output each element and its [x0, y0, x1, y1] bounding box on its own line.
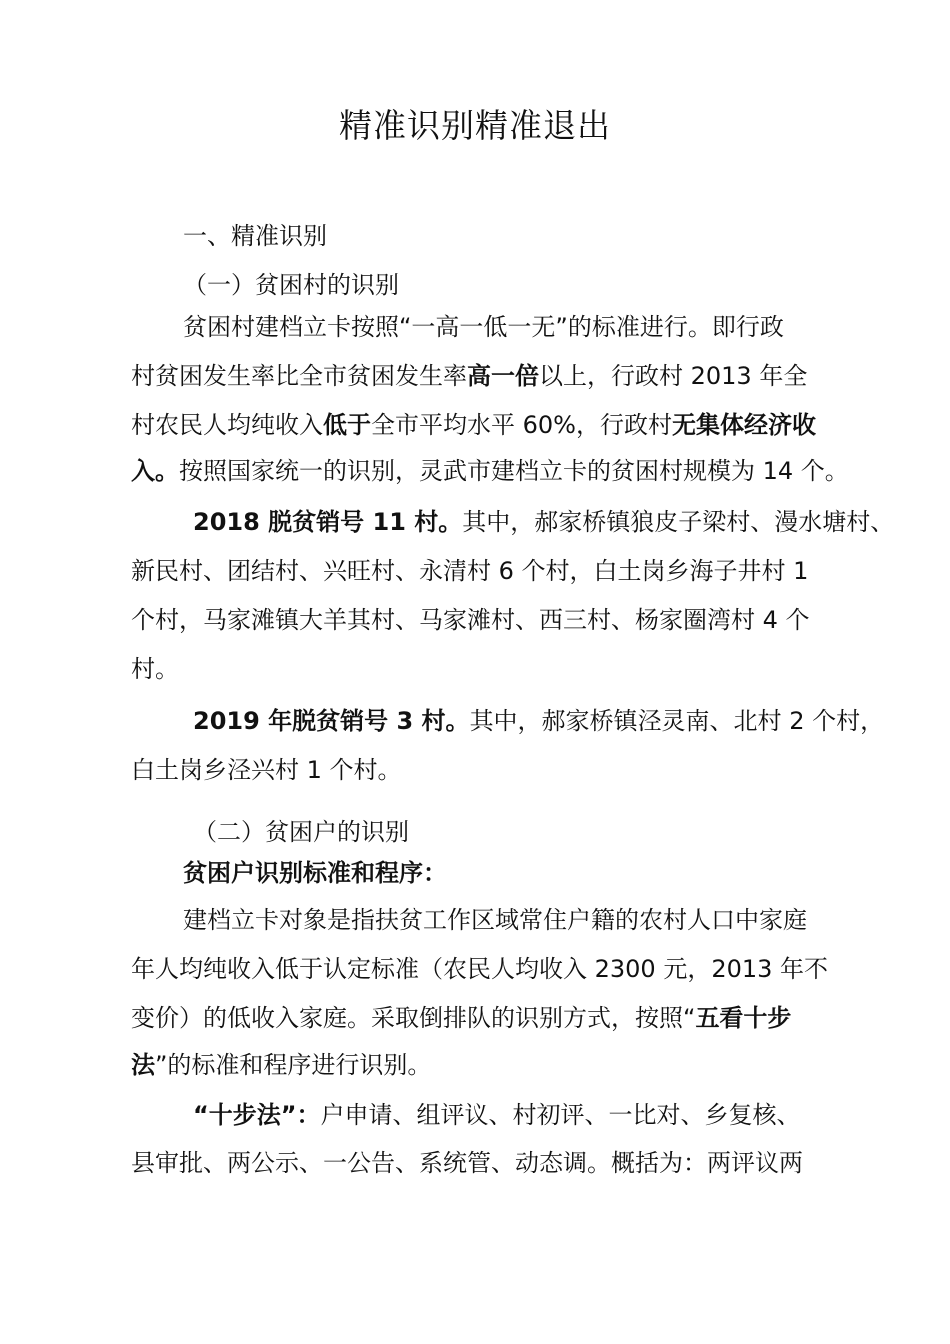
- paragraph-line: [193, 1098, 801, 1132]
- page-title: 精准识别精准退出: [339, 106, 611, 145]
- paragraph-line: 年人均纯收入低于认定标准（农民人均收入 2300 元，2013 年不: [131, 955, 829, 983]
- subsection-heading: （一）贫困村的识别: [183, 271, 399, 299]
- bold-run: 五看十步: [695, 1004, 792, 1032]
- paragraph-line: 县审批、两公示、一公告、系统管、动态调。概括为：两评议两: [131, 1149, 803, 1177]
- bold-run: 法: [131, 1051, 155, 1079]
- paragraph-line: 建档立卡对象是指扶贫工作区域常住户籍的农村人口中家庭: [183, 906, 807, 934]
- bold-run: 2018 脱贫销号 11 村。: [193, 508, 463, 536]
- paragraph-line: [131, 454, 849, 488]
- bold-run: 无集体经济收: [671, 411, 816, 439]
- paragraph-line: 新民村、团结村、兴旺村、永清村 6 个村，白土岗乡海子井村 1: [131, 557, 809, 585]
- bold-run: 2019 年脱贫销号 3 村。: [193, 707, 470, 735]
- paragraph-line: 村。: [131, 655, 179, 683]
- paragraph-line: 贫困村建档立卡按照“一高一低一无”的标准进行。即行政: [183, 313, 784, 341]
- paragraph-line: [131, 1001, 791, 1035]
- text-run: 全市平均水平 60%，行政村: [371, 411, 672, 439]
- text-run: 其中，郝家桥镇狼皮子梁村、漫水塘村、: [462, 508, 895, 536]
- bold-run: 高一倍: [467, 362, 539, 390]
- text-run: ”的标准和程序进行识别。: [155, 1051, 432, 1079]
- paragraph-line: [131, 359, 807, 393]
- paragraph-line: 白土岗乡泾兴村 1 个村。: [131, 756, 402, 784]
- text-run: 按照国家统一的识别，灵武市建档立卡的贫困村规模为 14 个。: [179, 457, 849, 485]
- paragraph-line: 个村，马家滩镇大羊其村、马家滩村、西三村、杨家圈湾村 4 个: [131, 606, 810, 634]
- text-run: 村农民人均纯收入: [131, 411, 323, 439]
- bold-run: 低于: [323, 411, 371, 439]
- paragraph-line: [131, 408, 816, 442]
- paragraph-line: [131, 1048, 431, 1082]
- text-run: 变价）的低收入家庭。采取倒排队的识别方式，按照“: [131, 1004, 696, 1032]
- text-run: 户申请、组评议、村初评、一比对、乡复核、: [320, 1101, 801, 1129]
- text-run: 其中，郝家桥镇泾灵南、北村 2 个村，: [469, 707, 885, 735]
- subsection-heading: （二）贫困户的识别: [193, 818, 409, 846]
- text-run: 村贫困发生率比全市贫困发生率: [131, 362, 467, 390]
- section-heading: 一、精准识别: [183, 222, 327, 250]
- paragraph-line: [193, 704, 884, 738]
- bold-run: “十步法”：: [193, 1101, 321, 1129]
- bold-heading: 贫困户识别标准和程序：: [183, 859, 447, 887]
- bold-run: 入。: [131, 457, 179, 485]
- paragraph-line: [193, 505, 894, 539]
- text-run: 以上，行政村 2013 年全: [539, 362, 808, 390]
